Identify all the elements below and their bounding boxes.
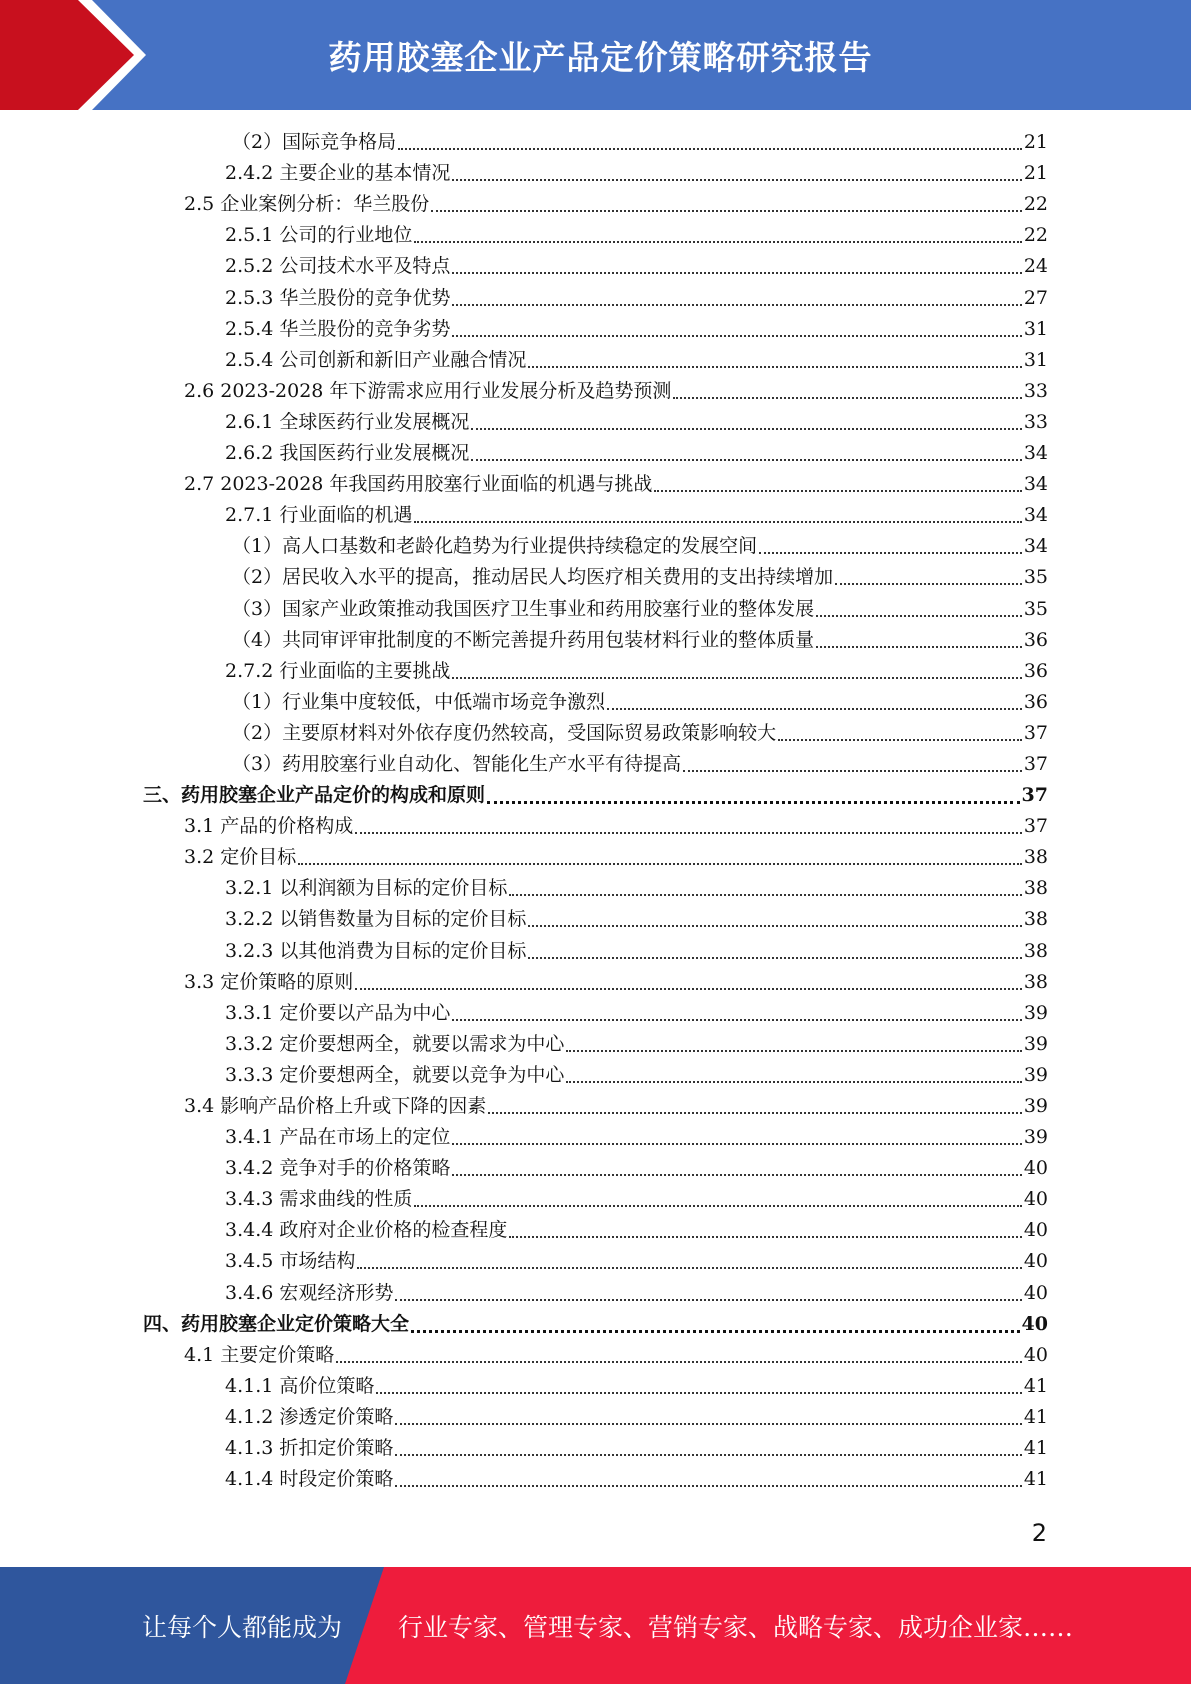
toc-entry-page: 34 [1023, 473, 1048, 496]
toc-dot-leader [452, 303, 1021, 306]
toc-entry-title: 4.1.4 时段定价策略 [225, 1468, 394, 1491]
toc-entry-page: 27 [1023, 286, 1048, 309]
toc-entry-title: 3.4.3 需求曲线的性质 [225, 1188, 413, 1211]
toc-entry-page: 40 [1023, 1219, 1048, 1242]
toc-dot-leader [452, 676, 1021, 679]
toc-entry-title: 2.5.4 华兰股份的竞争劣势 [225, 317, 451, 340]
toc-dot-leader [395, 1422, 1021, 1425]
toc-entry-title: （4）共同审评审批制度的不断完善提升药用包装材料行业的整体质量 [232, 628, 815, 651]
toc-entry[interactable] [0, 251, 1191, 282]
toc-dot-leader [835, 582, 1022, 585]
toc-dot-leader [759, 551, 1022, 554]
toc-entry-title: 三、药用胶塞企业产品定价的构成和原则 [143, 784, 486, 807]
toc-entry[interactable] [0, 376, 1191, 407]
toc-entry-page: 34 [1023, 442, 1048, 465]
toc-entry-page: 33 [1023, 379, 1048, 402]
toc-dot-leader [376, 1391, 1021, 1394]
toc-dot-leader [607, 707, 1022, 710]
toc-entry-title: （2）主要原材料对外依存度仍然较高，受国际贸易政策影响较大 [232, 721, 777, 744]
toc-entry-page: 21 [1023, 162, 1048, 185]
toc-entry[interactable] [0, 687, 1191, 718]
toc-entry[interactable] [0, 158, 1191, 189]
toc-entry[interactable] [0, 562, 1191, 593]
toc-dot-leader [509, 893, 1021, 896]
toc-entry[interactable] [0, 1309, 1191, 1340]
toc-entry[interactable] [0, 531, 1191, 562]
toc-entry-title: 4.1.3 折扣定价策略 [225, 1437, 394, 1460]
toc-entry-page: 40 [1023, 1281, 1048, 1304]
toc-entry-page: 41 [1023, 1405, 1048, 1428]
toc-entry[interactable] [0, 998, 1191, 1029]
toc-dot-leader [395, 1484, 1021, 1487]
toc-entry-page: 35 [1023, 597, 1048, 620]
toc-dot-leader [414, 240, 1021, 243]
page-number: 2 [1031, 1519, 1047, 1547]
toc-entry-page: 38 [1023, 970, 1048, 993]
toc-dot-leader [355, 831, 1022, 834]
toc-entry[interactable] [0, 189, 1191, 220]
toc-dot-leader [452, 178, 1021, 181]
toc-entry-page: 39 [1023, 1126, 1048, 1149]
toc-dot-leader [816, 614, 1022, 617]
toc-dot-leader [414, 1204, 1021, 1207]
toc-entry-title: 3.2 定价目标 [184, 846, 297, 869]
toc-entry-title: 4.1 主要定价策略 [184, 1343, 335, 1366]
toc-dot-leader [357, 1266, 1021, 1269]
toc-entry[interactable] [0, 282, 1191, 313]
toc-entry[interactable] [0, 811, 1191, 842]
toc-entry[interactable] [0, 780, 1191, 811]
toc-dot-leader [471, 427, 1021, 430]
toc-dot-leader [411, 1329, 1020, 1333]
toc-entry-title: 3.4 影响产品价格上升或下降的因素 [184, 1095, 487, 1117]
toc-entry[interactable] [0, 127, 1191, 158]
toc-dot-leader [673, 396, 1021, 399]
toc-entry[interactable] [0, 1215, 1191, 1246]
toc-entry[interactable] [0, 1402, 1191, 1433]
toc-entry-page: 38 [1023, 939, 1048, 962]
toc-entry[interactable] [0, 904, 1191, 935]
report-title: 药用胶塞企业产品定价策略研究报告 [328, 37, 873, 77]
toc-entry-title: 3.3.2 定价要想两全，就要以需求为中心 [225, 1032, 565, 1055]
toc-dot-leader [395, 1298, 1021, 1301]
toc-entry[interactable] [0, 1433, 1191, 1464]
toc-entry-page: 22 [1023, 193, 1048, 216]
toc-entry-page: 40 [1023, 1188, 1048, 1211]
toc-entry-page: 39 [1023, 1001, 1048, 1024]
toc-entry-title: 3.3.1 定价要以产品为中心 [225, 1001, 451, 1024]
toc-entry-page: 33 [1023, 410, 1048, 433]
toc-entry[interactable] [0, 345, 1191, 376]
toc-entry-title: （1）高人口基数和老龄化趋势为行业提供持续稳定的发展空间 [232, 535, 758, 558]
toc-entry-page: 37 [1023, 752, 1048, 775]
toc-entry-title: （2）国际竞争格局 [232, 131, 397, 154]
toc-dot-leader [452, 271, 1021, 274]
toc-entry-title: 3.4.2 竞争对手的价格策略 [225, 1157, 451, 1180]
toc-entry-page: 39 [1023, 1032, 1048, 1055]
toc-dot-leader [452, 1173, 1021, 1176]
toc-entry-page: 40 [1023, 1157, 1048, 1180]
toc-entry-page: 24 [1023, 255, 1048, 278]
toc-entry-page: 31 [1023, 348, 1048, 371]
toc-entry-page: 31 [1023, 317, 1048, 340]
toc-entry-title: 2.7 2023-2028 年我国药用胶塞行业面临的机遇与挑战 [184, 473, 653, 496]
toc-entry-title: 4.1.1 高价位策略 [225, 1374, 375, 1397]
toc-dot-leader [452, 334, 1021, 337]
toc-entry[interactable] [0, 500, 1191, 531]
toc-entry-page: 37 [1021, 784, 1048, 807]
toc-entry[interactable] [0, 1464, 1191, 1495]
toc-entry[interactable] [0, 935, 1191, 966]
toc-entry-page: 38 [1023, 908, 1048, 931]
toc-dot-leader [683, 769, 1022, 772]
toc-entry-title: 2.5.3 华兰股份的竞争优势 [225, 286, 451, 309]
toc-dot-leader [487, 800, 1020, 804]
toc-entry[interactable] [0, 314, 1191, 345]
toc-entry-page: 40 [1023, 1250, 1048, 1273]
toc-entry[interactable] [0, 220, 1191, 251]
toc-entry-page: 41 [1023, 1374, 1048, 1397]
toc-entry[interactable] [0, 438, 1191, 469]
toc-entry-title: （3）药用胶塞行业自动化、智能化生产水平有待提高 [232, 752, 682, 775]
toc-entry[interactable] [0, 656, 1191, 687]
toc-entry-page: 36 [1023, 628, 1048, 651]
toc-entry-page: 35 [1023, 566, 1048, 589]
toc-dot-leader [452, 1018, 1021, 1021]
toc-entry-page: 21 [1023, 131, 1048, 154]
toc-entry[interactable] [0, 718, 1191, 749]
toc-entry-title: 2.6 2023-2028 年下游需求应用行业发展分析及趋势预测 [184, 379, 672, 402]
toc-entry-title: 2.5.4 公司创新和新旧产业融合情况 [225, 348, 527, 371]
toc-entry-page: 40 [1021, 1312, 1048, 1335]
toc-entry-page: 36 [1023, 690, 1048, 713]
toc-entry[interactable] [0, 1277, 1191, 1308]
toc-dot-leader [654, 489, 1021, 492]
toc-entry-title: 2.6.2 我国医药行业发展概况 [225, 442, 470, 465]
toc-dot-leader [398, 147, 1022, 150]
toc-entry-page: 39 [1023, 1095, 1048, 1117]
toc-dot-leader [528, 956, 1021, 959]
toc-dot-leader [566, 1049, 1021, 1052]
toc-entry-title: 2.5.1 公司的行业地位 [225, 224, 413, 247]
toc-entry[interactable] [0, 1060, 1191, 1091]
toc-entry-page: 22 [1023, 224, 1048, 247]
toc-entry[interactable] [0, 1371, 1191, 1402]
toc-dot-leader [778, 738, 1022, 741]
toc-dot-leader [509, 1235, 1021, 1238]
toc-entry-title: 3.1 产品的价格构成 [184, 815, 354, 838]
table-of-contents [0, 127, 1191, 1495]
toc-entry-page: 38 [1023, 846, 1048, 869]
toc-entry-title: 3.2.2 以销售数量为目标的定价目标 [225, 908, 527, 931]
toc-dot-leader [414, 520, 1021, 523]
toc-entry-title: 2.6.1 全球医药行业发展概况 [225, 410, 470, 433]
toc-entry[interactable] [0, 1091, 1191, 1122]
toc-entry-title: 3.2.1 以利润额为目标的定价目标 [225, 877, 508, 900]
toc-entry-title: 3.2.3 以其他消费为目标的定价目标 [225, 939, 527, 962]
toc-entry[interactable] [0, 873, 1191, 904]
toc-entry-title: （2）居民收入水平的提高，推动居民人均医疗相关费用的支出持续增加 [232, 566, 834, 589]
toc-entry[interactable] [0, 1340, 1191, 1371]
toc-entry[interactable] [0, 1153, 1191, 1184]
toc-entry-page: 41 [1023, 1437, 1048, 1460]
toc-entry-title: 3.4.6 宏观经济形势 [225, 1281, 394, 1304]
toc-entry-page: 41 [1023, 1468, 1048, 1491]
toc-entry[interactable] [0, 1184, 1191, 1215]
toc-dot-leader [452, 1142, 1021, 1145]
toc-entry-page: 36 [1023, 659, 1048, 682]
toc-dot-leader [355, 987, 1022, 990]
toc-dot-leader [395, 1453, 1021, 1456]
toc-entry-title: 2.5 企业案例分析：华兰股份 [184, 193, 430, 216]
toc-entry-page: 37 [1023, 721, 1048, 744]
toc-entry-title: 3.4.5 市场结构 [225, 1250, 356, 1273]
toc-entry-title: 3.4.4 政府对企业价格的检查程度 [225, 1219, 508, 1242]
report-header [0, 0, 1191, 110]
toc-entry-title: 2.7.2 行业面临的主要挑战 [225, 659, 451, 682]
toc-dot-leader [431, 209, 1022, 212]
toc-entry-title: 2.4.2 主要企业的基本情况 [225, 162, 451, 185]
toc-entry-page: 37 [1023, 815, 1048, 838]
toc-dot-leader [528, 365, 1021, 368]
toc-entry-title: 3.4.1 产品在市场上的定位 [225, 1126, 451, 1149]
toc-entry[interactable] [0, 469, 1191, 500]
toc-entry[interactable] [0, 1246, 1191, 1277]
toc-entry-title: （3）国家产业政策推动我国医疗卫生事业和药用胶塞行业的整体发展 [232, 597, 815, 620]
toc-dot-leader [298, 862, 1022, 865]
toc-entry-page: 40 [1023, 1343, 1048, 1366]
toc-entry-title: 2.7.1 行业面临的机遇 [225, 504, 413, 527]
toc-dot-leader [528, 924, 1021, 927]
toc-entry[interactable] [0, 967, 1191, 998]
toc-entry[interactable] [0, 749, 1191, 780]
toc-entry-page: 39 [1023, 1063, 1048, 1086]
toc-dot-leader [566, 1080, 1021, 1083]
toc-dot-leader [816, 645, 1022, 648]
toc-entry-title: 四、药用胶塞企业定价策略大全 [143, 1312, 410, 1335]
toc-entry[interactable] [0, 1029, 1191, 1060]
toc-entry[interactable] [0, 842, 1191, 873]
toc-entry-page: 38 [1023, 877, 1048, 900]
toc-dot-leader [471, 458, 1021, 461]
toc-entry[interactable] [0, 1122, 1191, 1153]
toc-entry-title: 3.3.3 定价要想两全，就要以竞争为中心 [225, 1063, 565, 1086]
toc-dot-leader [336, 1360, 1022, 1363]
header-red-chevron [0, 0, 150, 110]
toc-entry[interactable] [0, 593, 1191, 624]
toc-entry-title: 3.3 定价策略的原则 [184, 970, 354, 993]
toc-entry-page: 34 [1023, 504, 1048, 527]
toc-entry[interactable] [0, 407, 1191, 438]
toc-entry-title: 4.1.2 渗透定价策略 [225, 1405, 394, 1428]
toc-entry[interactable] [0, 625, 1191, 656]
footer-slogan-right: 行业专家、管理专家、营销专家、战略专家、成功企业家…… [398, 1612, 1074, 1642]
toc-entry-page: 34 [1023, 535, 1048, 558]
toc-entry-title: （1）行业集中度较低，中低端市场竞争激烈 [232, 690, 606, 713]
report-footer [0, 1567, 1191, 1684]
footer-slogan-left: 让每个人都能成为 [142, 1612, 343, 1642]
toc-entry-title: 2.5.2 公司技术水平及特点 [225, 255, 451, 278]
toc-dot-leader [488, 1111, 1022, 1114]
